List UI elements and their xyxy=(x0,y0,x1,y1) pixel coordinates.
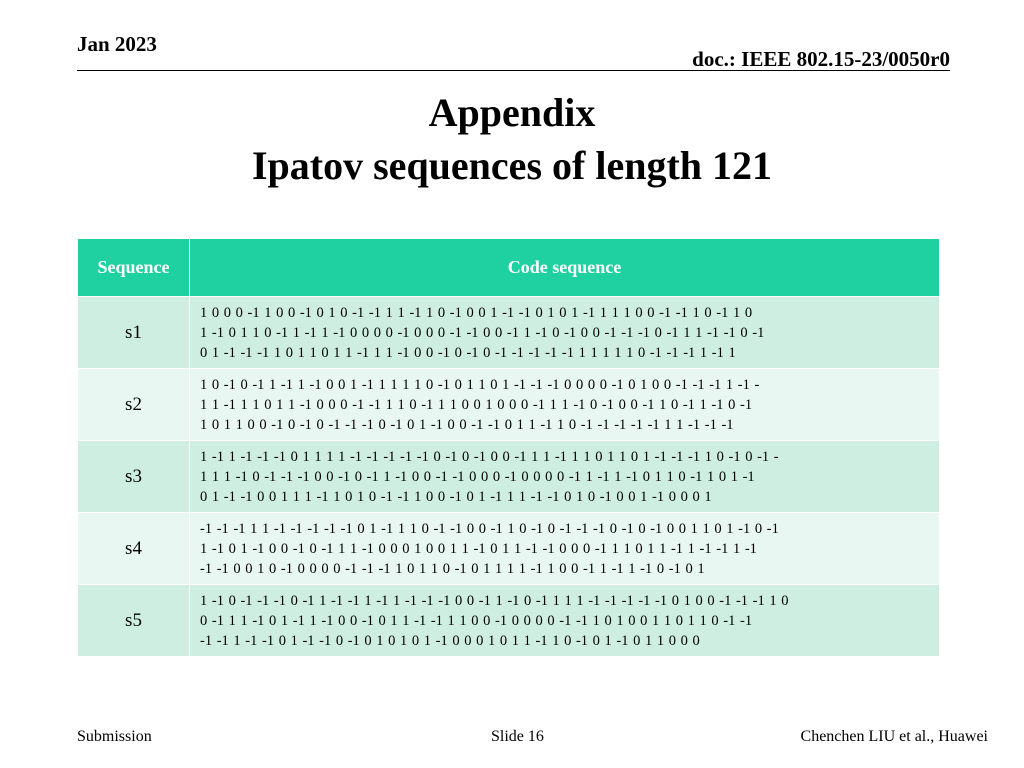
table-row xyxy=(78,513,940,585)
footer-submission: Submission xyxy=(77,728,152,745)
code-line: 0 1 -1 -1 -1 1 0 1 1 0 1 1 -1 1 1 -1 0 0 -1 0 -1 0 -1 -1 -1 -1 -1 1 1 1 1 1 0 -1 -1 -1 1 -1 1 xyxy=(200,344,736,361)
title-line-2: Ipatov sequences of length 121 xyxy=(251,143,773,188)
table-row xyxy=(78,585,940,657)
sequence-name: s1 xyxy=(78,297,190,369)
footer-slide-number: Slide 16 xyxy=(491,728,544,745)
sequence-name: s5 xyxy=(78,585,190,657)
code-line: -1 -1 1 -1 -1 0 1 -1 -1 0 -1 0 1 0 1 0 1 -1 0 0 0 1 0 1 1 -1 1 0 -1 0 1 -1 0 1 1 0 0 0 xyxy=(200,632,700,649)
slide-title xyxy=(0,86,1024,192)
code-line: 1 -1 0 -1 -1 -1 0 -1 1 -1 -1 1 -1 1 -1 -1 -1 0 0 -1 1 -1 0 -1 1 1 1 -1 -1 -1 -1 -1 0 1 0 0 -1 -1 -1 1 0 xyxy=(200,592,789,609)
code-line: 1 0 1 1 0 0 -1 0 -1 0 -1 -1 -1 0 -1 0 1 -1 0 0 -1 -1 0 1 1 -1 1 0 -1 -1 -1 -1 -1 1 1 -1 -1 -1 xyxy=(200,416,734,433)
code-line: -1 -1 0 0 1 0 -1 0 0 0 0 -1 -1 -1 1 0 1 1 0 -1 0 1 1 1 1 -1 1 0 0 -1 1 -1 1 -1 0 -1 0 1 xyxy=(200,560,705,577)
code-line: 1 -1 1 -1 -1 -1 0 1 1 1 1 -1 -1 -1 -1 -1 0 -1 0 -1 0 0 -1 1 1 -1 1 1 0 1 1 0 1 -1 -1 -1 1 0 -1 0 -1 - xyxy=(200,448,779,465)
code-sequence xyxy=(190,369,940,441)
code-line: -1 -1 -1 1 1 -1 -1 -1 -1 -1 0 1 -1 1 1 0 -1 -1 0 0 -1 1 0 -1 0 -1 -1 -1 0 -1 0 -1 0 0 1 1 0 1 -1 0 -1 xyxy=(200,520,779,537)
sequence-name: s4 xyxy=(78,513,190,585)
code-line: 1 0 -1 0 -1 1 -1 1 -1 0 0 1 -1 1 1 1 1 0 -1 0 1 1 0 1 -1 -1 -1 0 0 0 0 -1 0 1 0 0 -1 -1 -1 1 -1 - xyxy=(200,376,760,393)
code-line: 1 -1 0 1 -1 0 0 -1 0 -1 1 1 -1 0 0 0 1 0 0 1 1 -1 0 1 1 -1 -1 0 0 0 -1 1 1 0 1 1 -1 1 -1 -1 1 -1 xyxy=(200,540,757,557)
footer-author: Chenchen LIU et al., Huawei xyxy=(800,728,988,745)
code-line: 1 0 0 0 -1 1 0 0 -1 0 1 0 -1 -1 1 1 -1 1 0 -1 0 0 1 -1 -1 0 1 0 1 -1 1 1 1 0 0 -1 -1 1 0 -1 1 0 xyxy=(200,304,753,321)
code-line: 1 -1 0 1 1 0 -1 1 -1 1 -1 0 0 0 0 -1 0 0 0 -1 -1 0 0 -1 1 -1 0 -1 0 0 -1 -1 -1 0 -1 1 1 -1 -1 0 -1 xyxy=(200,324,765,341)
header-doc-id: doc.: IEEE 802.15-23/0050r0 xyxy=(692,47,950,71)
header-divider xyxy=(77,70,950,71)
sequence-name: s3 xyxy=(78,441,190,513)
code-sequence xyxy=(190,441,940,513)
sequence-table xyxy=(77,238,940,657)
table-row xyxy=(78,441,940,513)
code-sequence xyxy=(190,297,940,369)
code-line: 1 1 1 -1 0 -1 -1 -1 0 0 -1 0 -1 1 -1 0 0 -1 -1 0 0 0 -1 0 0 0 0 -1 1 -1 1 -1 0 1 1 0 -1 1 0 1 -1 xyxy=(200,468,755,485)
header-code-sequence: Code sequence xyxy=(190,239,940,297)
code-sequence xyxy=(190,513,940,585)
code-line: 0 -1 1 1 -1 0 1 -1 1 -1 0 0 -1 0 1 1 -1 -1 1 1 0 0 -1 0 0 0 0 -1 -1 1 0 1 0 0 1 1 0 1 1 0 -1 -1 xyxy=(200,612,753,629)
table-header-row xyxy=(78,239,940,297)
code-sequence xyxy=(190,585,940,657)
table-row xyxy=(78,297,940,369)
code-line: 1 1 -1 1 1 0 1 1 -1 0 0 0 -1 -1 1 1 0 -1 1 1 0 0 1 0 0 0 -1 1 1 -1 0 -1 0 0 -1 1 0 -1 1 -1 0 -1 xyxy=(200,396,753,413)
header-date: Jan 2023 xyxy=(77,32,157,56)
code-line: 0 1 -1 -1 0 0 1 1 1 -1 1 0 1 0 -1 -1 1 0 0 -1 0 1 -1 1 1 -1 -1 0 1 0 -1 0 0 1 -1 0 0 0 1 xyxy=(200,488,712,505)
sequence-name: s2 xyxy=(78,369,190,441)
title-line-1: Appendix xyxy=(428,90,596,135)
table-row xyxy=(78,369,940,441)
header-sequence: Sequence xyxy=(78,239,190,297)
